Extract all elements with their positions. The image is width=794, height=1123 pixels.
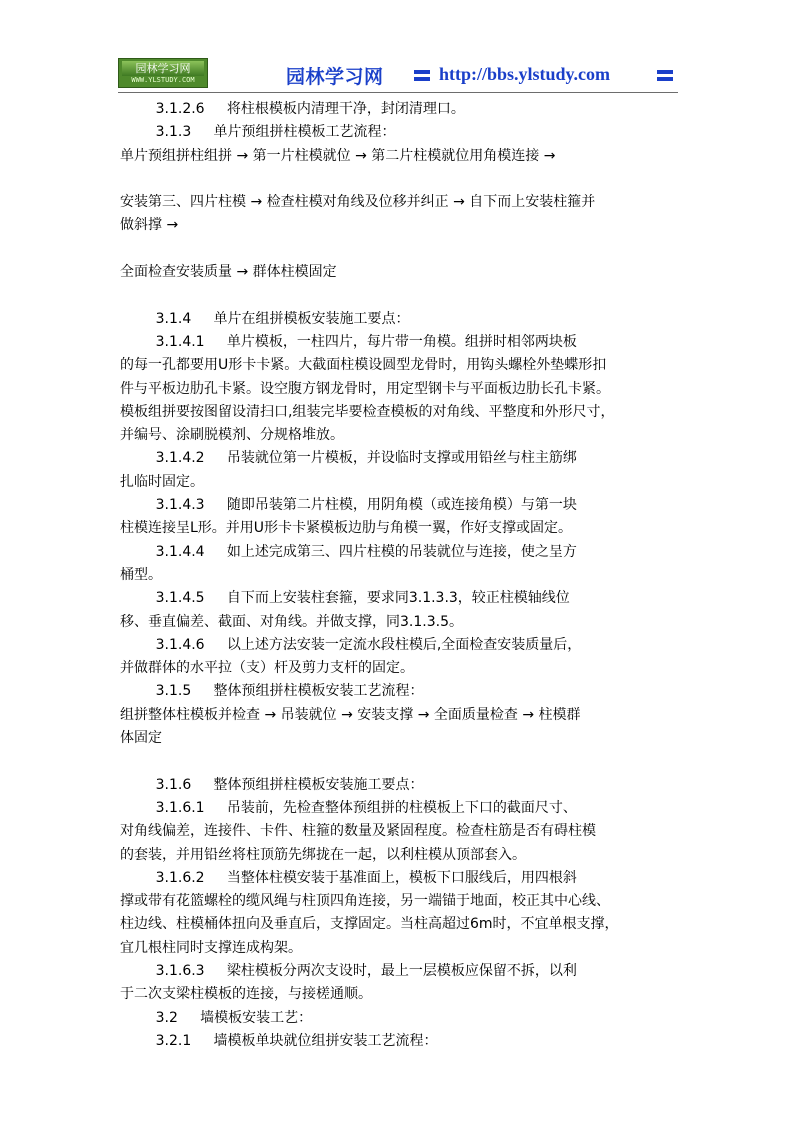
text-line: 组拼整体柱模板并检查 → 吊装就位 → 安装支撑 → 全面质量检查 → 柱模群 <box>120 706 581 723</box>
text-line: 做斜撑 → <box>120 217 179 234</box>
text-line: 3.1.6.2 当整体柱模安装于基准面上，模板下口服线后，用四根斜 <box>120 869 577 886</box>
text-line: 3.1.4.3 随即吊装第二片柱模，用阴角模（或连接角模）与第一块 <box>120 497 577 514</box>
text-line: 3.2.1 墙模板单块就位组拼安装工艺流程： <box>120 1032 438 1049</box>
logo-url: WWW.YLSTUDY.COM <box>131 76 195 84</box>
document-body <box>120 98 682 1053</box>
header-divider <box>118 92 678 93</box>
blank-line <box>120 284 682 307</box>
text-line: 的每一孔都要用U形卡卡紧。大截面柱模设圆型龙骨时，用钩头螺栓外垫蝶形扣 <box>120 357 607 374</box>
text-line: 3.2 墙模板安装工艺： <box>120 1009 313 1026</box>
blank-line <box>120 238 682 261</box>
site-url-link[interactable]: http://bbs.ylstudy.com <box>439 64 611 84</box>
page-header <box>118 56 678 92</box>
text-line: 移、垂直偏差、截面、对角线。并做支撑，同3.1.3.5。 <box>120 613 463 630</box>
site-name: 园林学习网 <box>286 66 384 88</box>
text-line: 3.1.4.6 以上述方法安装一定流水段柱模后,全面检查安装质量后， <box>120 636 582 653</box>
text-line: 对角线偏差，连接件、卡件、柱箍的数量及紧固程度。检查柱筋是否有碍柱模 <box>120 823 596 840</box>
text-line: 宜几根柱同时支撑连成构架。 <box>120 939 302 956</box>
text-line: 全面检查安装质量 → 群体柱模固定 <box>120 264 337 281</box>
text-line: 3.1.3 单片预组拼柱模板工艺流程： <box>120 124 396 141</box>
text-line: 安装第三、四片柱模 → 检查柱模对角线及位移并纠正 → 自下而上安装柱箍并 <box>120 194 596 211</box>
text-line: 柱边线、柱模桶体扭向及垂直后，支撑固定。当柱高超过6m时，不宜单根支撑， <box>120 916 619 933</box>
text-line: 撑或带有花篮螺栓的缆风绳与柱顶四角连接，另一端锚于地面，校正其中心线、 <box>120 893 610 910</box>
text-line: 件与平板边肋孔卡紧。设空腹方钢龙骨时，用定型钢卡与平面板边肋长孔卡紧。 <box>120 380 610 397</box>
equals-icon <box>414 69 430 82</box>
logo-title: 园林学习网 <box>122 61 204 76</box>
text-line: 扎临时固定。 <box>120 473 204 490</box>
text-line: 3.1.6 整体预组拼柱模板安装施工要点： <box>120 776 424 793</box>
text-line: 单片预组拼柱组拼 → 第一片柱模就位 → 第二片柱模就位用角模连接 → <box>120 147 556 164</box>
text-line: 并编号、涂刷脱模剂、分规格堆放。 <box>120 427 344 444</box>
equals-icon <box>657 69 673 82</box>
text-line: 于二次支梁柱模板的连接，与接槎通顺。 <box>120 986 372 1003</box>
text-line: 3.1.4 单片在组拼模板安装施工要点： <box>120 310 410 327</box>
text-line: 3.1.4.2 吊装就位第一片模板，并设临时支撑或用铅丝与柱主筋绑 <box>120 450 577 467</box>
text-line: 3.1.5 整体预组拼柱模板安装工艺流程： <box>120 683 424 700</box>
text-line: 3.1.2.6 将柱根模板内清理干净，封闭清理口。 <box>120 101 465 117</box>
text-line: 柱模连接呈L形。并用U形卡卡紧模板边肋与角模一翼，作好支撑或固定。 <box>120 520 573 537</box>
blank-line <box>120 168 682 191</box>
text-line: 3.1.6.1 吊装前，先检查整体预组拼的柱模板上下口的截面尺寸、 <box>120 799 577 816</box>
text-line: 3.1.6.3 梁柱模板分两次支设时，最上一层模板应保留不拆，以利 <box>120 962 577 979</box>
text-line: 并做群体的水平拉（支）杆及剪力支杆的固定。 <box>120 660 414 677</box>
site-logo[interactable] <box>118 58 208 88</box>
text-line: 3.1.4.5 自下而上安装柱套箍，要求同3.1.3.3，较正柱模轴线位 <box>120 590 570 607</box>
text-line: 的套装，并用铅丝将柱顶筋先绑拢在一起，以利柱模从顶部套入。 <box>120 846 526 863</box>
text-line: 3.1.4.1 单片模板，一柱四片，每片带一角模。组拼时相邻两块板 <box>120 333 577 350</box>
text-line: 3.1.4.4 如上述完成第三、四片柱模的吊装就位与连接，使之呈方 <box>120 543 577 560</box>
text-line: 模板组拼要按图留设清扫口,组装完毕要检查模板的对角线、平整度和外形尺寸， <box>120 403 615 420</box>
blank-line <box>120 750 682 773</box>
text-line: 体固定 <box>120 730 162 747</box>
text-line: 桶型。 <box>120 566 162 583</box>
